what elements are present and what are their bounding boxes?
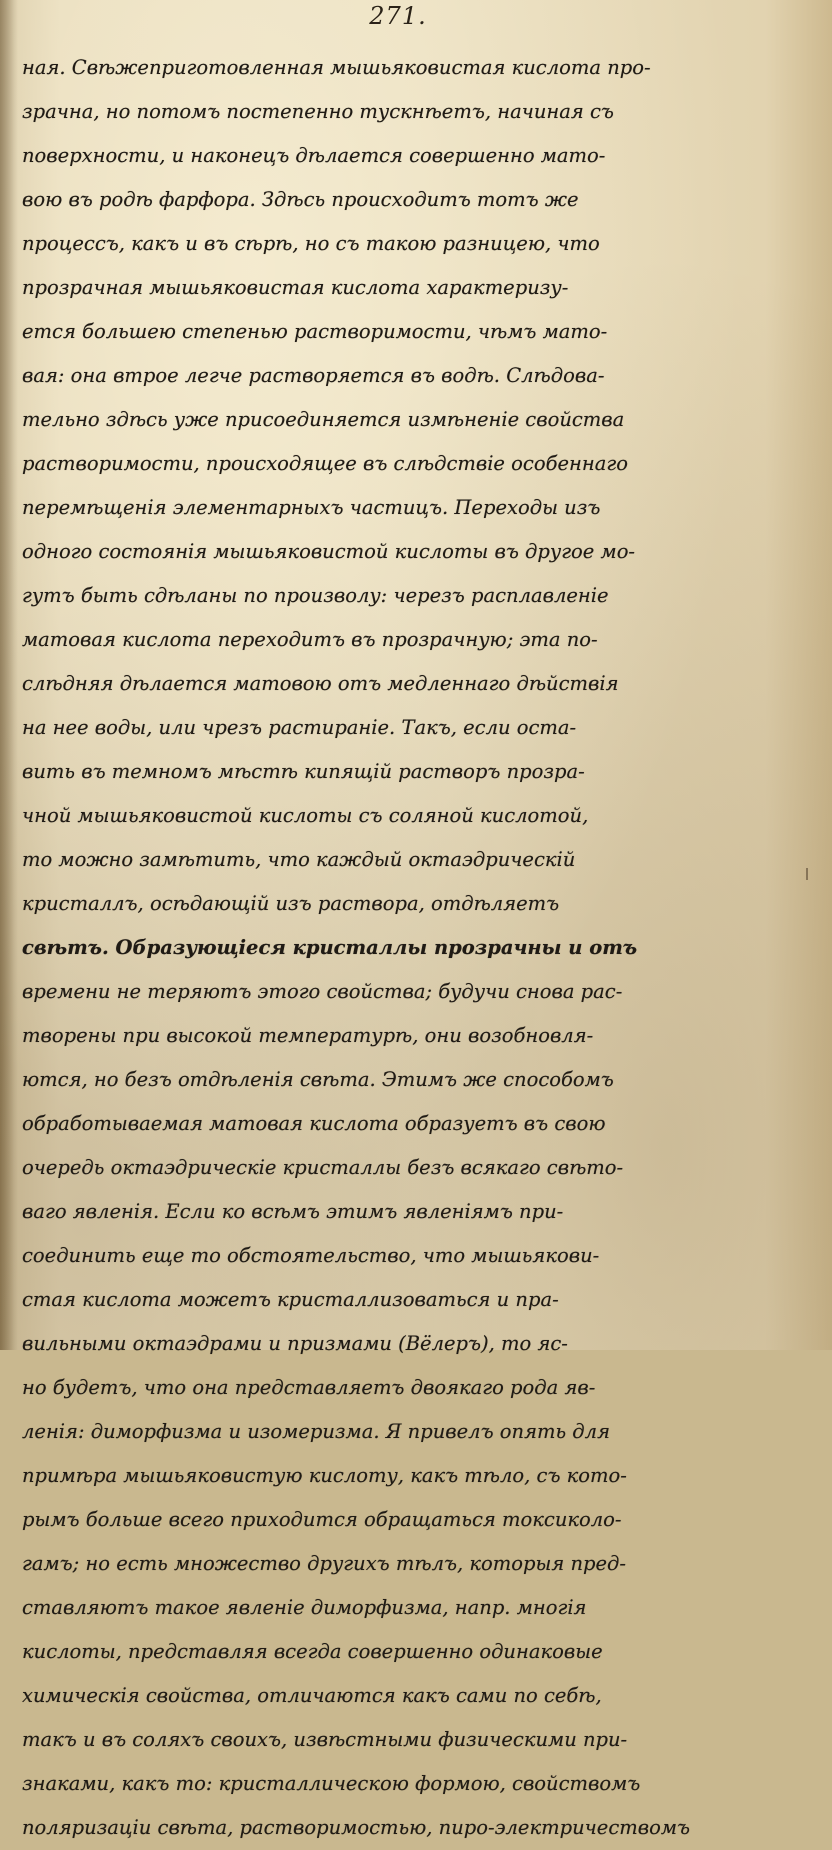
text-line: ваго явленія. Если ко всѣмъ этимъ явленіямъ при- [22, 1200, 564, 1223]
text-line: вильными октаэдрами и призмами (Вёлеръ), то яс- [22, 1332, 568, 1355]
text-line: ная. Свѣжеприготовленная мышьяковистая кислота про- [22, 56, 651, 79]
binding-shadow [0, 0, 18, 1350]
text-line: ленія: диморфизма и изомеризма. Я привелъ опять для [22, 1420, 610, 1443]
text-line: тельно здѣсь уже присоединяется измѣненіе свойства [22, 408, 625, 431]
page-number: 271. [369, 2, 427, 30]
text-line: ставляютъ такое явленіе диморфизма, напр. многія [22, 1596, 587, 1619]
text-line: матовая кислота переходитъ въ прозрачную; эта по- [22, 628, 598, 651]
text-line: то можно замѣтить, что каждый октаэдрическій [22, 848, 576, 871]
text-line: химическія свойства, отличаются какъ сами по себѣ, [22, 1684, 602, 1707]
text-line: кристаллъ, осѣдающій изъ раствора, отдѣляетъ [22, 892, 560, 915]
text-line: чной мышьяковистой кислоты съ соляной кислотой, [22, 804, 589, 827]
text-line: обработываемая матовая кислота образуетъ въ свою [22, 1112, 606, 1135]
text-line: гамъ; но есть множество другихъ тѣлъ, которыя пред- [22, 1552, 627, 1575]
text-line: зрачна, но потомъ постепенно тускнѣетъ, начиная съ [22, 100, 614, 123]
text-line: очередь октаэдрическіе кристаллы безъ всякаго свѣто- [22, 1156, 624, 1179]
text-line: гутъ быть сдѣланы по произволу: черезъ расплавленіе [22, 584, 609, 607]
text-line: одного состоянія мышьяковистой кислоты въ другое мо- [22, 540, 636, 563]
text-line: на нее воды, или чрезъ растираніе. Такъ, если оста- [22, 716, 577, 739]
text-line: времени не теряютъ этого свойства; будучи снова рас- [22, 980, 623, 1003]
text-line: соединить еще то обстоятельство, что мышьякови- [22, 1244, 600, 1267]
text-line: такъ и въ соляхъ своихъ, извѣстными физическими при- [22, 1728, 628, 1751]
margin-mark [806, 868, 808, 880]
text-line: вить въ темномъ мѣстѣ кипящій растворъ прозра- [22, 760, 585, 783]
text-line: поляризаціи свѣта, растворимостью, пиро-электричествомъ [22, 1816, 690, 1839]
text-line: стая кислота можетъ кристаллизоваться и пра- [22, 1288, 559, 1311]
text-line: знаками, какъ то: кристаллическою формою, свойствомъ [22, 1772, 641, 1795]
text-line: свѣтъ. Образующіеся кристаллы прозрачны и отъ [22, 936, 638, 959]
text-line: растворимости, происходящее въ слѣдствіе особеннаго [22, 452, 628, 475]
manuscript-text [22, 46, 822, 1850]
text-line: процессъ, какъ и въ сѣрѣ, но съ такою разницею, что [22, 232, 600, 255]
text-line: вая: она втрое легче растворяется въ водѣ. Слѣдова- [22, 364, 605, 387]
text-line: но будетъ, что она представляетъ двоякаго рода яв- [22, 1376, 596, 1399]
text-line: кислоты, представляя всегда совершенно одинаковые [22, 1640, 603, 1663]
text-line: прозрачная мышьяковистая кислота характеризу- [22, 276, 569, 299]
text-line: слѣдняя дѣлается матовою отъ медленнаго дѣйствія [22, 672, 619, 695]
text-line: ются, но безъ отдѣленія свѣта. Этимъ же способомъ [22, 1068, 614, 1091]
text-line: творены при высокой температурѣ, они возобновля- [22, 1024, 594, 1047]
text-line: ется большею степенью растворимости, чѣмъ мато- [22, 320, 608, 343]
text-line: рымъ больше всего приходится обращаться токсиколо- [22, 1508, 622, 1531]
text-line: примѣра мышьяковистую кислоту, какъ тѣло, съ кото- [22, 1464, 627, 1487]
text-line: поверхности, и наконецъ дѣлается совершенно мато- [22, 144, 606, 167]
text-line: вою въ родѣ фарфора. Здѣсь происходитъ тотъ же [22, 188, 579, 211]
text-line: перемѣщенія элементарныхъ частицъ. Переходы изъ [22, 496, 601, 519]
